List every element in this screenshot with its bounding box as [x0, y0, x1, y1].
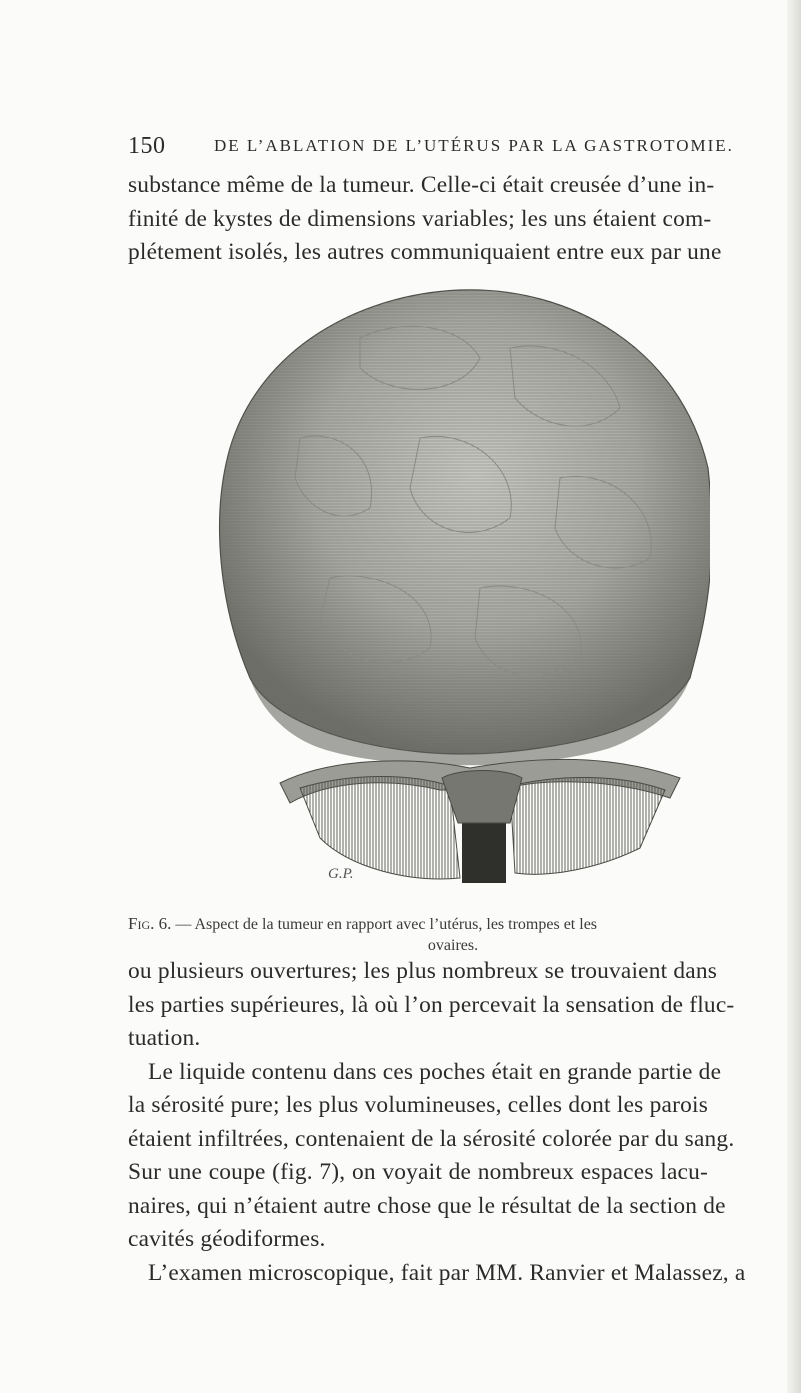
- text-line: substance même de la tumeur. Celle-ci était creusée d’une in-: [128, 172, 715, 198]
- figure-label: Fig. 6.: [128, 914, 172, 933]
- page-edge: [787, 0, 801, 1393]
- tumor-figure: [210, 278, 710, 900]
- text-line: cavités géodiformes.: [128, 1226, 326, 1252]
- caption-text: — Aspect de la tumeur en rapport avec l’utérus, les trompes et les: [175, 916, 598, 933]
- text-line: Sur une coupe (fig. 7), on voyait de nombreux espaces lacu-: [128, 1159, 708, 1185]
- text-line: finité de kystes de dimensions variables; les uns étaient com-: [128, 205, 712, 232]
- page-number: 150: [128, 133, 166, 159]
- text-line: les parties supérieures, là où l’on percevait la sensation de fluc-: [128, 991, 735, 1018]
- text-line: tuation.: [128, 1025, 201, 1051]
- text-line: étaient infiltrées, contenaient de la sérosité colorée par du sang.: [128, 1125, 735, 1152]
- figure-caption: [128, 913, 708, 956]
- caption-continuation: ovaires.: [427, 937, 479, 954]
- text-line: plétement isolés, les autres communiquaient entre eux par une: [128, 239, 722, 265]
- top-paragraph: [128, 169, 722, 270]
- text-line: naires, qui n’étaient autre chose que le résultat de la section de: [128, 1192, 726, 1219]
- text-line: L’examen microscopique, fait par MM. Ranvier et Malassez, a: [148, 1259, 746, 1286]
- engraver-mark: G.P.: [328, 866, 354, 882]
- text-line: Le liquide contenu dans ces poches était en grande partie de: [148, 1058, 722, 1085]
- anatomical-illustration-icon: [210, 278, 710, 900]
- text-line: ou plusieurs ouvertures; les plus nombreux se trouvaient dans: [128, 958, 718, 984]
- bottom-paragraph: [128, 955, 746, 1290]
- caption-line: [128, 913, 708, 935]
- running-head: [128, 133, 734, 166]
- text-line: la sérosité pure; les plus volumineuses, celles dont les parois: [128, 1092, 708, 1118]
- running-title: DE L’ABLATION DE L’UTÉRUS PAR LA GASTROTOMIE.: [214, 136, 734, 155]
